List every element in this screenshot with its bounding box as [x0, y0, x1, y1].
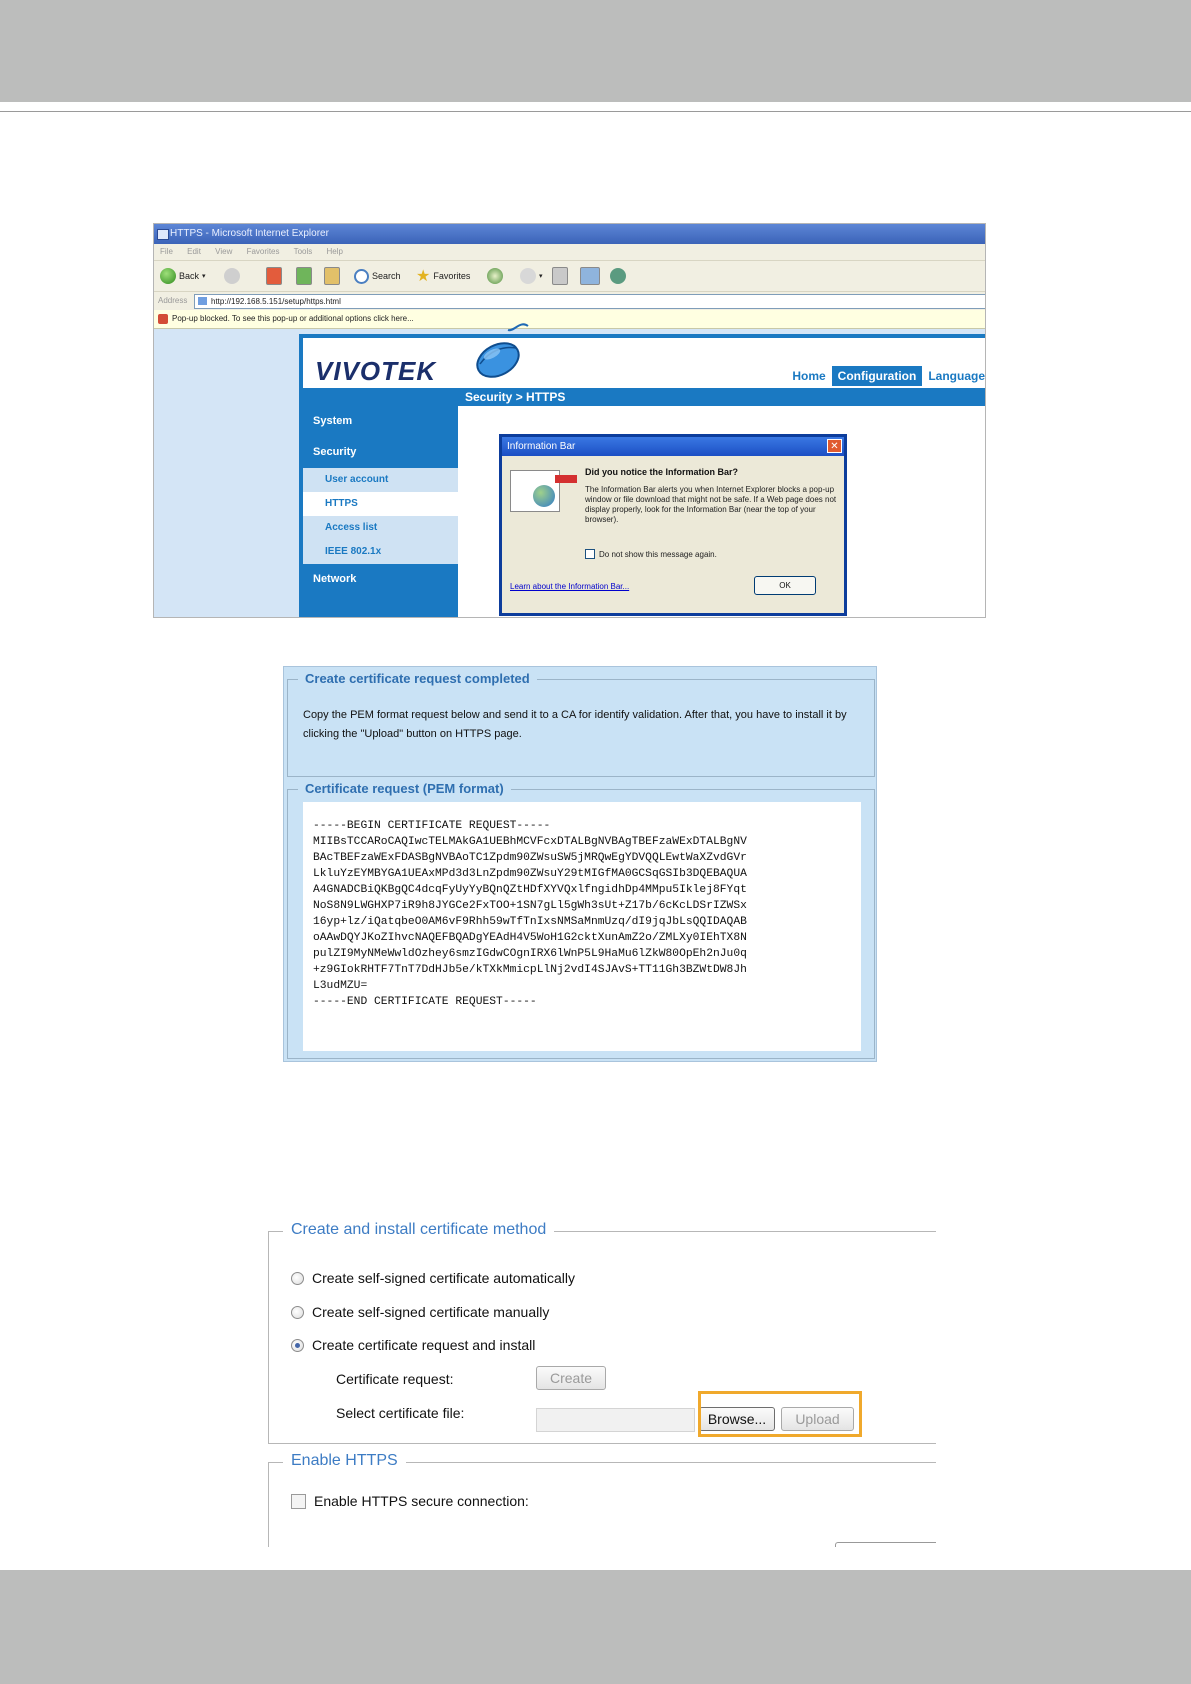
address-url: http://192.168.5.151/setup/https.html: [211, 297, 341, 306]
search-label: Search: [372, 271, 401, 281]
information-bar-illustration: [510, 470, 560, 512]
ie-toolbar: [154, 260, 985, 291]
page-header-band: [0, 0, 1191, 102]
search-icon: [354, 269, 369, 284]
refresh-icon: [296, 267, 312, 285]
home-button[interactable]: [324, 267, 340, 285]
option-self-signed-manual[interactable]: [291, 1304, 549, 1320]
star-icon: ★: [416, 268, 431, 285]
enable-https-checkbox[interactable]: [291, 1494, 306, 1509]
search-button[interactable]: [354, 267, 401, 285]
print-button[interactable]: [552, 267, 568, 285]
messenger-icon: [610, 268, 626, 284]
sidebar-item-system[interactable]: System: [313, 415, 353, 427]
nav-home[interactable]: Home: [792, 369, 826, 383]
sidebar-item-ieee-8021x[interactable]: IEEE 802.1x: [303, 540, 458, 564]
vivotek-sidebar: [303, 406, 458, 618]
dialog-body: The Information Bar alerts you when Internet Explorer blocks a pop-up window or file download that might not be safe. If a Web page does not display properly, look for the Information Bar (near the top of your browser).: [585, 485, 837, 524]
install-method-section: [268, 1222, 936, 1444]
dialog-title: Information Bar: [507, 441, 576, 452]
install-method-panel: [268, 1222, 936, 1547]
vivotek-nav: [786, 366, 986, 386]
option-label: Create certificate request and install: [312, 1337, 536, 1353]
mail-icon: [520, 268, 536, 284]
close-icon[interactable]: ✕: [827, 439, 842, 453]
favorites-label: Favorites: [433, 271, 471, 281]
option-label: Create self-signed certificate manually: [312, 1304, 550, 1320]
page-footer-band: [0, 1570, 1191, 1684]
sidebar-item-access-list[interactable]: Access list: [303, 516, 458, 540]
address-label: Address: [158, 296, 188, 305]
radio-self-signed-manual[interactable]: [291, 1306, 304, 1319]
address-input[interactable]: [194, 294, 986, 309]
checkbox-label: Do not show this message again.: [599, 549, 717, 559]
dropdown-arrow-icon: ▾: [202, 273, 206, 280]
window-icon: [157, 229, 169, 240]
ie-window-screenshot: [153, 223, 986, 618]
certificate-request-panel: [283, 666, 877, 1062]
page-icon: [198, 297, 207, 305]
dialog-title-bar: [502, 437, 844, 456]
history-icon: [487, 268, 503, 284]
information-bar-dialog: [499, 434, 847, 616]
back-arrow-icon: [160, 268, 176, 284]
dialog-heading: Did you notice the Information Bar?: [585, 467, 739, 477]
request-instructions: Copy the PEM format request below and send it to a CA for identify validation. After that, you have to install it by clicking the "Upload" button on HTTPS page.: [303, 709, 847, 740]
popup-blocked-icon: [158, 314, 168, 324]
messenger-button[interactable]: [610, 267, 626, 285]
dropdown-arrow-icon: ▾: [539, 273, 543, 280]
option-request-and-install[interactable]: [291, 1337, 535, 1353]
page-breadcrumb: Security > HTTPS: [303, 388, 986, 406]
pem-textarea[interactable]: -----BEGIN CERTIFICATE REQUEST----- MIIBsTCCARoCAQIwcTELMAkGA1UEBhMCVFcxDTALBgNVBAgTBEFzaWExDTALBgNV BAcTBEFzaWExFDASBgNVBAoTC1Zpdm90ZWsuSW5jMRQwEgYDVQQLEwtWaXZvdGVr LkluYzEYMBYGA1UEAxMPd3d3LnZpdm90ZWsuY29tMIGfMA0GCSqGSIb3DQEBAQUA A4GNADCBiQKBgQC4dcqFyUyYyBQnQZtHDfXYVQxlfngidhDp4MMpu5Iklej8FYqt NoS8N9LWGHXP7iR9h8JYGCe2FxTOO+1SN7gLl5gWh3sUt+Z17b/6cKcLDSrIZWSx 16yp+lz/iQatqbeO0AM6vF9Rhh59wTfTnIxsNMSaMnmUzq/dI9jqJbLsQQIDAQAB oAAwDQYJKoZIhvcNAQEFBQADgYEAdH4V5WoH1G2cktXunAmZ2o/ZMLXy0IEhTX8N pulZI9MyNMeWwldOzhey6smzIGdwCOgnIRX6lWnP5L9HaMu6lZkW80OpEh2nJu0q +z9GIokRHTF7TnT7DdHJb5e/kTXkMmicpLlNj2vdI4SJAvS+TT11Gh3BZWtDW8Jh L3udMZU= -----END CERTIFICATE REQUEST-----: [303, 802, 861, 1051]
request-completed-legend: Create certificate request completed: [298, 671, 537, 686]
nav-configuration[interactable]: Configuration: [832, 366, 923, 386]
radio-request-and-install[interactable]: [291, 1339, 304, 1352]
sidebar-item-user-account[interactable]: User account: [303, 468, 458, 492]
edit-icon: [580, 267, 600, 285]
sidebar-item-network[interactable]: Network: [313, 573, 357, 585]
edit-button[interactable]: [580, 267, 600, 285]
enable-https-section: [268, 1452, 936, 1547]
information-bar-text: Pop-up blocked. To see this pop-up or additional options click here...: [172, 314, 414, 323]
checkbox-box[interactable]: [585, 549, 595, 559]
menu-tools[interactable]: Tools: [293, 247, 313, 256]
pem-legend: Certificate request (PEM format): [298, 781, 511, 796]
menu-help[interactable]: Help: [326, 247, 343, 256]
enable-https-option[interactable]: [291, 1493, 529, 1509]
stop-icon: [266, 267, 282, 285]
highlight-box: [698, 1391, 862, 1437]
globe-icon: [533, 485, 555, 507]
address-bar: [154, 291, 985, 310]
ok-button[interactable]: OK: [754, 576, 816, 595]
nav-language[interactable]: Language: [928, 369, 985, 383]
dont-show-again-checkbox[interactable]: [585, 549, 717, 559]
information-bar[interactable]: [154, 310, 985, 329]
certificate-file-input[interactable]: [536, 1408, 695, 1432]
option-label: Create self-signed certificate automatically: [312, 1270, 576, 1286]
sidebar-item-https[interactable]: HTTPS: [303, 492, 458, 516]
menu-view[interactable]: View: [215, 247, 233, 256]
header-divider: [0, 111, 1191, 112]
back-label: Back: [179, 271, 200, 281]
enable-https-label: Enable HTTPS secure connection:: [314, 1493, 529, 1509]
favorites-button[interactable]: [416, 267, 470, 285]
forward-arrow-icon: [224, 268, 240, 284]
install-method-legend: Create and install certificate method: [283, 1222, 554, 1239]
menu-edit[interactable]: Edit: [187, 247, 201, 256]
radio-self-signed-auto[interactable]: [291, 1272, 304, 1285]
enable-https-legend: Enable HTTPS: [283, 1452, 406, 1470]
select-certificate-file-label: Select certificate file:: [336, 1405, 465, 1421]
browse-button[interactable]: Browse...: [699, 1407, 775, 1431]
vivotek-logo: [315, 356, 436, 387]
option-self-signed-auto[interactable]: [291, 1270, 575, 1286]
request-completed-section: [287, 671, 875, 777]
mouse-icon: [470, 320, 536, 386]
ie-title-text: HTTPS - Microsoft Internet Explorer: [170, 228, 329, 239]
history-button[interactable]: [487, 267, 503, 285]
print-icon: [552, 267, 568, 285]
menu-file[interactable]: File: [160, 247, 173, 256]
pem-section: [287, 781, 875, 1059]
stop-button[interactable]: [266, 267, 282, 285]
learn-more-link[interactable]: Learn about the Information Bar...: [510, 582, 630, 591]
upload-button[interactable]: Upload: [781, 1407, 854, 1431]
ie-menu-bar: [154, 244, 985, 260]
ie-title-bar: [154, 224, 985, 244]
partial-button-edge: [835, 1542, 936, 1547]
mail-button[interactable]: [520, 267, 543, 285]
sidebar-item-security[interactable]: Security: [313, 446, 357, 458]
menu-favorites[interactable]: Favorites: [246, 247, 280, 256]
vivotek-logo-text: VIVOTEK: [315, 356, 437, 386]
arrow-icon: [555, 475, 577, 483]
home-icon: [324, 267, 340, 285]
forward-button[interactable]: [224, 267, 240, 285]
certificate-request-label: Certificate request:: [336, 1371, 454, 1387]
refresh-button[interactable]: [296, 267, 312, 285]
back-button[interactable]: [160, 267, 206, 285]
ie-content-area: [154, 329, 986, 618]
create-button[interactable]: Create: [536, 1366, 606, 1390]
